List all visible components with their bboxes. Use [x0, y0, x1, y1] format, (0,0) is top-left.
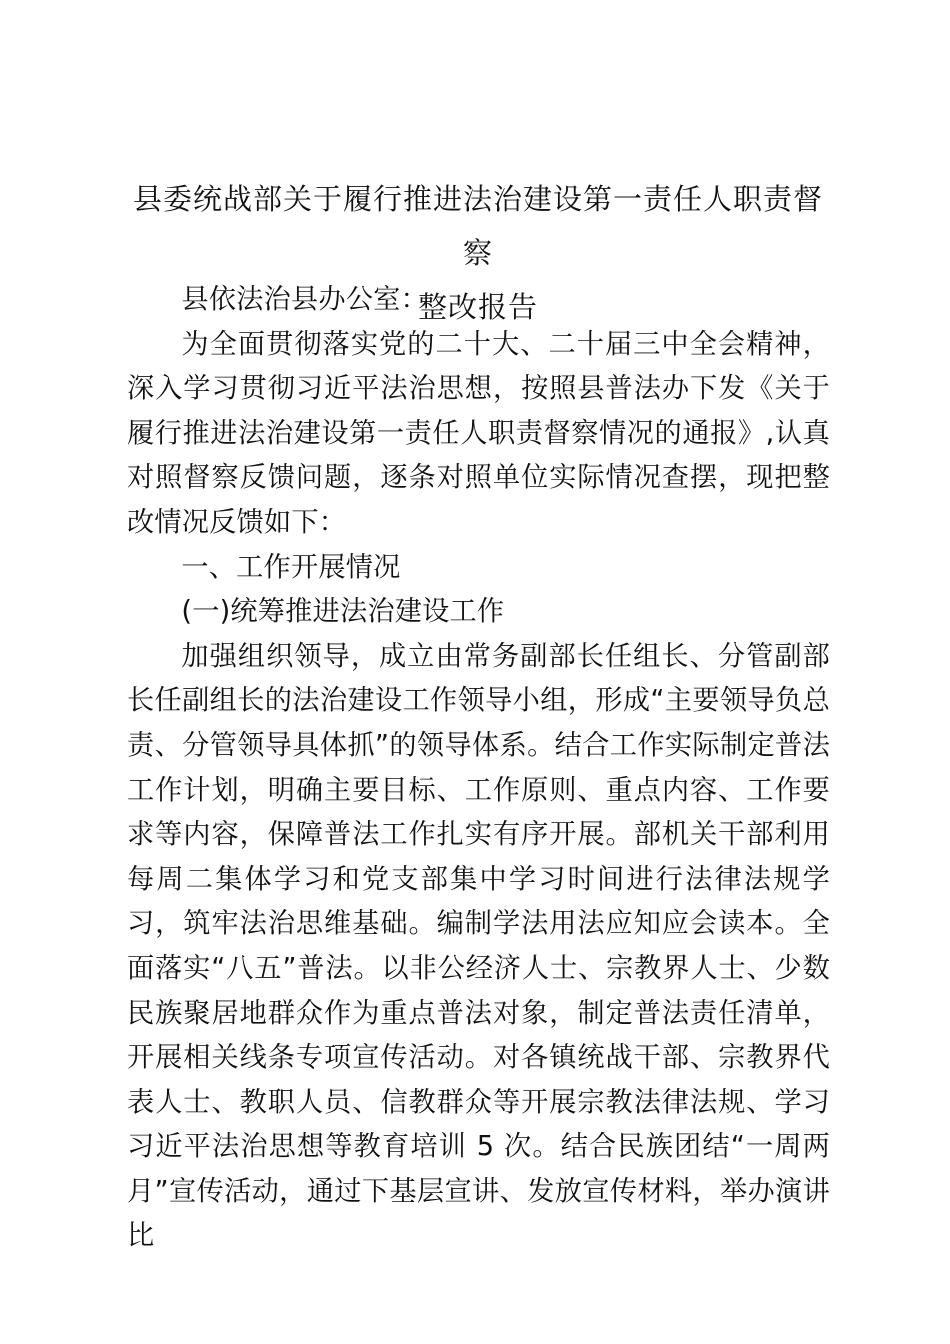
- title-line-2: 整改报告: [417, 290, 538, 324]
- salutation: 县依法治县办公室：: [181, 284, 428, 315]
- title-line-1: 县委统战部关于履行推进法治建设第一责任人职责督察: [132, 182, 823, 270]
- section-heading: 一、工作开展情况: [181, 551, 401, 583]
- paragraph-intro: 为全面贯彻落实党的二十大、二十届三中全会精神，深入学习贯彻习近平法治思想，按照县普法办下发《关于履行推进法治建设第一责任人职责督察情况的通报》,认真对照督察反馈问题，逐条对照单位实际情况查摆，现把整改情况反馈如下：: [127, 328, 830, 538]
- document-body: [127, 278, 830, 1259]
- subsection-heading: (一)统筹推进法治建设工作: [181, 596, 505, 628]
- paragraph-body: 加强组织领导，成立由常务副部长任组长、分管副部长任副组长的法治建设工作领导小组，形成“主要领导负总责、分管领导具体抓”的领导体系。结合工作实际制定普法工作计划，明确主要目标、工作原则、重点内容、工作要求等内容，保障普法工作扎实有序开展。部机关干部利用每周二集体学习和党支部集中学习时间进行法律法规学习，筑牢法治思维基础。编制学法用法应知应会读本。全面落实“八五”普法。以非公经济人士、宗教界人士、少数民族聚居地群众作为重点普法对象，制定普法责任清单，开展相关线条专项宣传活动。对各镇统战干部、宗教界代表人士、教职人员、信教群众等开展宗教法律法规、学习习近平法治思想等教育培训 5 次。结合民族团结“一周两月”宣传活动，通过下基层宣讲、发放宣传材料，举办演讲比: [127, 640, 830, 1252]
